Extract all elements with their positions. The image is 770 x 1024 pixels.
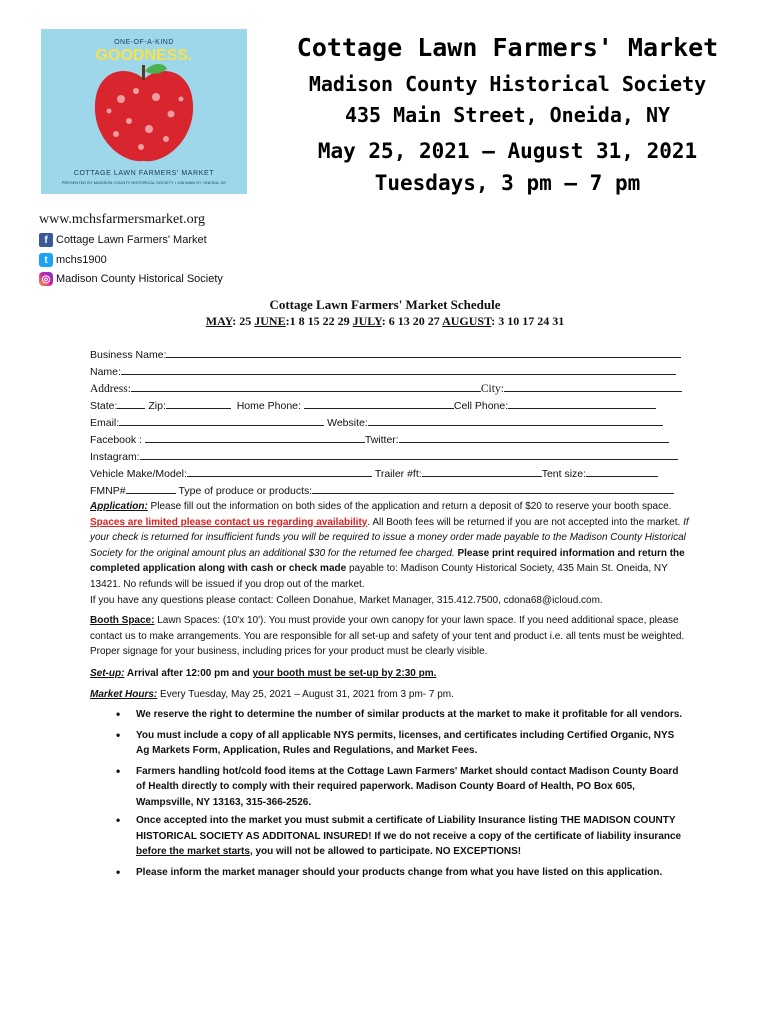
market-hours-paragraph [90, 687, 700, 703]
twitter-label: mchs1900 [56, 254, 107, 266]
logo-tagline: ONE-OF-A-KIND [114, 39, 174, 46]
fmnp-field[interactable] [126, 481, 176, 494]
website-label: Website: [327, 417, 368, 429]
name-field[interactable] [121, 362, 676, 375]
website-link[interactable]: www.mchsfarmersmarket.org [39, 212, 206, 227]
market-address: 435 Main Street, Oneida, NY [344, 103, 671, 127]
facebook-field[interactable] [145, 430, 365, 443]
cell-phone-label: Cell Phone: [453, 400, 509, 412]
july-dates: : 6 13 20 27 [381, 314, 443, 328]
city-label: City: [480, 383, 504, 395]
business-name-field[interactable] [166, 345, 681, 358]
name-label: Name: [90, 366, 121, 378]
may-label: MAY [205, 314, 233, 328]
twitter-form-label: Twitter: [364, 434, 399, 446]
cell-phone-field[interactable] [508, 396, 656, 409]
trailer-field[interactable] [422, 464, 542, 477]
setup-label: Set-up: [90, 668, 125, 679]
address-label: Address: [90, 383, 131, 395]
facebook-icon: f [39, 233, 53, 247]
june-label: JUNE [254, 314, 286, 328]
state-label: State: [90, 400, 118, 412]
rule-item: • Please inform the market manager should your products change from what you have listed on this application. [90, 865, 690, 881]
zip-field[interactable] [166, 396, 231, 409]
rules-list [90, 707, 690, 885]
august-label: AUGUST [442, 314, 492, 328]
august-dates: : 3 10 17 24 31 [491, 314, 565, 328]
market-hours-label: Market Hours: [90, 689, 158, 700]
rule-item: • You must include a copy of all applicable NYS permits, licenses, and certificates including Certified Organic, NYS Ag Markets Form, Application, Rules and Regulations, and Market Fees. [90, 728, 690, 759]
application-paragraph [90, 499, 700, 608]
vehicle-label: Vehicle Make/Model: [90, 468, 187, 480]
insurance-deadline: before the market starts [136, 846, 250, 857]
rule-item: • We reserve the right to determine the number of similar products at the market to make it profitable for all vendors. [90, 707, 690, 723]
produce-label: Type of produce or products: [178, 485, 313, 497]
may-dates: : 25 [232, 314, 255, 328]
application-form [90, 345, 690, 498]
setup-text-1: Arrival after 12:00 pm and [124, 668, 253, 679]
july-label: JULY [352, 314, 382, 328]
state-field[interactable] [117, 396, 145, 409]
fmnp-label: FMNP# [90, 485, 126, 497]
tent-label: Tent size: [541, 468, 587, 480]
booth-text: Lawn Spaces: (10'x 10'). You must provide your own canopy for your lawn space. If you need additional space, please contact us to make arrangements. You are responsible for all set-up and safety of your tent and product i.e. all tents must be weighted. Proper signage for your business, including prices for your product must be clearly visible. [90, 615, 685, 658]
logo-subline: PRESENTED BY MADISON COUNTY HISTORICAL SOCIETY • 435 MAIN ST, ONEIDA, NY [61, 180, 227, 185]
market-hours-header: Tuesdays, 3 pm – 7 pm [374, 171, 641, 195]
rule-item: • Farmers handling hot/cold food items at the Cottage Lawn Farmers' Market should contact Madison County Board of Health directly to comply with their required paperwork. Madison County Board of Health, PO Box 605, Wampsville, NY 13163, 315-366-2526. [90, 764, 690, 811]
application-label: Application: [90, 501, 148, 512]
returned-check-notice: If your check is returned for insufficient funds you will be required to issue a money order made payable to the Madison County Historical Society for the original amount plus an additional $30 for the returned fee charged. [90, 516, 689, 559]
questions-contact: If you have any questions please contact: Colleen Donahue, Market Manager, 315.412.7500, cdona68@icloud.com. [90, 594, 603, 606]
market-hours-text: Every Tuesday, May 25, 2021 – August 31, 2021 from 3 pm- 7 pm. [157, 689, 454, 700]
insurance-end: , you will not be allowed to participate. NO EXCEPTIONS! [249, 846, 522, 857]
booth-label: Booth Space: [90, 615, 155, 626]
season-dates: May 25, 2021 – August 31, 2021 [317, 139, 698, 163]
twitter-contact[interactable] [39, 251, 107, 269]
tent-field[interactable] [586, 464, 658, 477]
business-name-label: Business Name: [90, 349, 167, 361]
market-title: Cottage Lawn Farmers' Market [296, 33, 719, 62]
twitter-field[interactable] [399, 430, 669, 443]
facebook-form-label: Facebook : [90, 434, 142, 446]
logo-headline: GOODNESS. [95, 47, 193, 64]
city-field[interactable] [504, 379, 682, 392]
facebook-contact[interactable] [39, 231, 207, 249]
home-phone-label: Home Phone: [236, 400, 301, 412]
instagram-label: Madison County Historical Society [56, 273, 223, 285]
twitter-icon: t [39, 253, 53, 267]
email-field[interactable] [119, 413, 324, 426]
instagram-field[interactable] [140, 447, 678, 460]
organization-name: Madison County Historical Society [308, 72, 707, 96]
application-text-2: . All Booth fees will be returned if you are not accepted into the market. [367, 516, 684, 528]
booth-paragraph [90, 613, 700, 660]
availability-notice: Spaces are limited please contact us regarding availability [90, 516, 368, 528]
application-text-3: payable to: Madison County Historical Society, 435 Main St. Oneida, NY 13421. No refunds will be issued if you drop out of the market. [90, 563, 668, 590]
facebook-label: Cottage Lawn Farmers' Market [56, 234, 207, 246]
market-logo [41, 29, 247, 194]
schedule-dates [0, 314, 770, 329]
website-field[interactable] [368, 413, 663, 426]
instagram-form-label: Instagram: [90, 451, 140, 463]
home-phone-field[interactable] [304, 396, 454, 409]
print-instructions: Please print required information and return the completed application along with cash or check made [90, 547, 685, 575]
instagram-contact[interactable] [39, 270, 223, 288]
address-field[interactable] [131, 379, 481, 392]
logo-market-name: COTTAGE LAWN FARMERS' MARKET [73, 170, 215, 177]
insurance-text: Once accepted into the market you must submit a certificate of Liability Insurance listing THE MADISON COUNTY HISTORICAL SOCIETY AS ADDITONAL INSURED! If we do not receive a copy of the certificate of liability insurance [136, 815, 682, 842]
vehicle-field[interactable] [187, 464, 372, 477]
zip-label: Zip: [148, 400, 166, 412]
schedule-title: Cottage Lawn Farmers' Market Schedule [269, 297, 501, 312]
instagram-icon: ◎ [39, 272, 53, 286]
email-label: Email: [90, 417, 120, 429]
rule-item-insurance [90, 813, 690, 860]
application-text-1: Please fill out the information on both sides of the application and return a deposit of $20 to reserve your booth space. [147, 501, 672, 512]
trailer-label: Trailer #ft: [374, 468, 422, 480]
setup-deadline: your booth must be set-up by 2:30 pm. [252, 668, 437, 679]
setup-paragraph [90, 666, 700, 682]
produce-field[interactable] [312, 481, 674, 494]
june-dates: :1 8 15 22 29 [285, 314, 353, 328]
